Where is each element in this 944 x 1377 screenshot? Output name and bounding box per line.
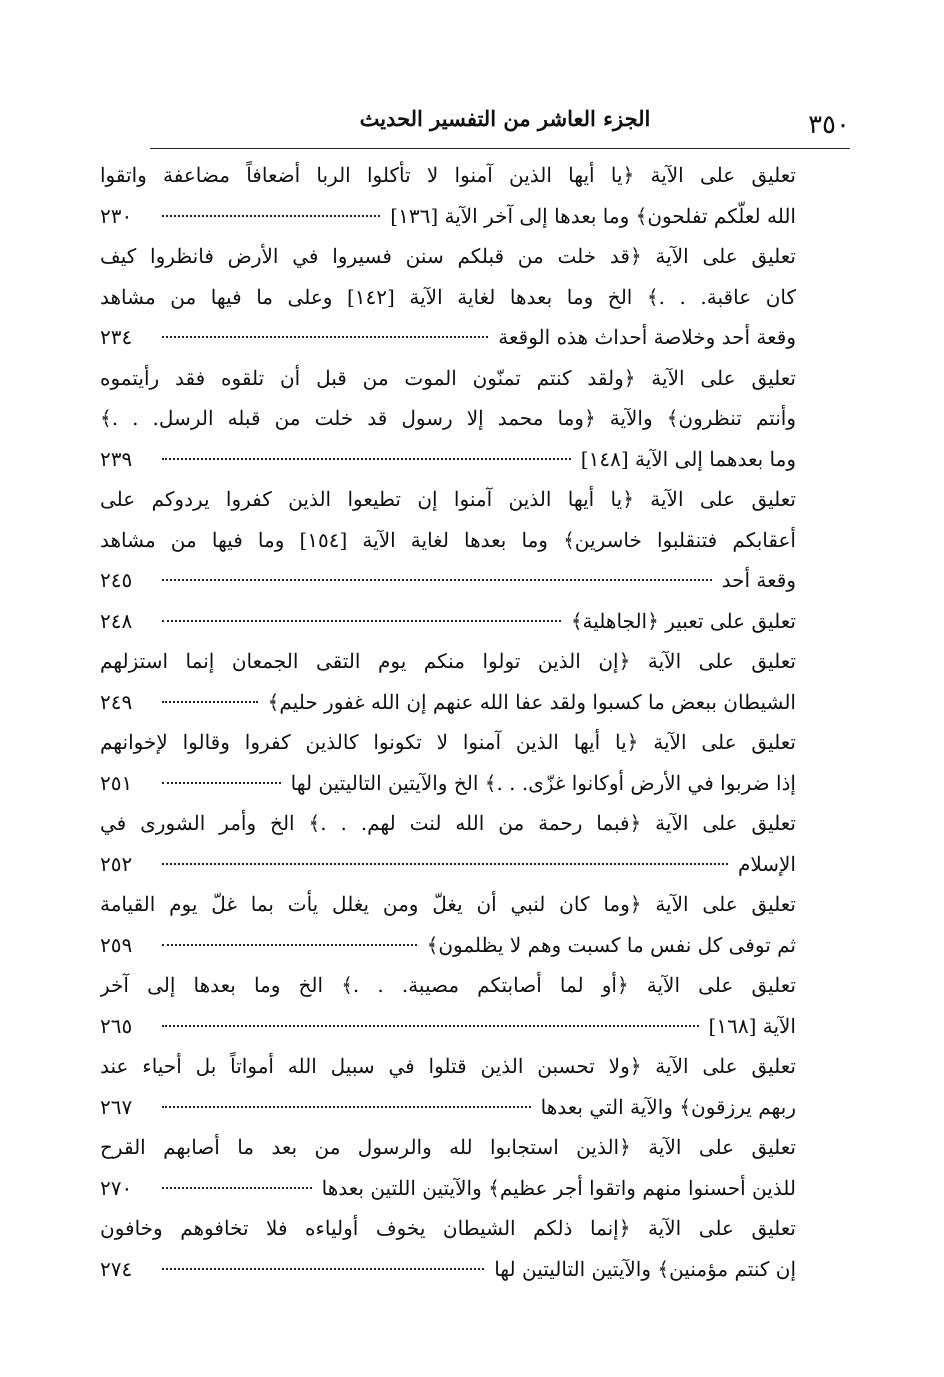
toc-entry-line bbox=[100, 1127, 796, 1168]
toc-entry-text: تعليق على الآية ﴿الذين استجابوا لله والرسول من بعد ما أصابهم القرح bbox=[100, 1135, 796, 1159]
toc-entry-text: تعليق على تعبير ﴿الجاهلية﴾ bbox=[570, 608, 796, 633]
toc-entry-text: وما بعدهما إلى الآية [١٤٨] bbox=[580, 446, 796, 471]
page-number: ٣٥٠ bbox=[808, 110, 850, 140]
toc-entry-line-final bbox=[100, 682, 796, 723]
toc-entry-line bbox=[100, 358, 796, 399]
toc-page-number: ٢٧٤ bbox=[100, 1256, 133, 1281]
toc-page-number: ٢٦٧ bbox=[100, 1094, 133, 1119]
toc-entry-line-final bbox=[100, 1168, 796, 1209]
toc-page-number: ٢٧٠ bbox=[100, 1175, 133, 1200]
toc-page-number: ٢٥١ bbox=[100, 770, 133, 795]
toc-entry-text: تعليق على الآية ﴿أو لما أصابتكم مصيبة. . .﴾ الخ وما بعدها إلى آخر bbox=[100, 973, 796, 997]
running-title: الجزء العاشر من التفسير الحديث bbox=[359, 106, 651, 131]
toc-entry-line bbox=[100, 641, 796, 682]
toc-entry-line bbox=[100, 520, 796, 561]
toc-entry-text: تعليق على الآية ﴿ولقد كنتم تمنّون الموت من قبل أن تلقوه فقد رأيتموه bbox=[100, 365, 796, 390]
toc-entry-text: تعليق على الآية ﴿يا أيها الذين آمنوا إن تطيعوا الذين كفروا يردوكم على bbox=[100, 487, 796, 511]
toc-entry-text: تعليق على الآية ﴿قد خلت من قبلكم سنن فسيروا في الأرض فانظروا كيف bbox=[100, 244, 796, 268]
toc-entry-text: تعليق على الآية ﴿إنما ذلكم الشيطان يخوف أولياءه فلا تخافوهم وخافون bbox=[100, 1216, 796, 1240]
toc-entry-line-final bbox=[100, 925, 796, 966]
dot-leader bbox=[162, 944, 417, 946]
toc-page-number: ٢٤٩ bbox=[100, 689, 133, 714]
toc-entry-text: إذا ضربوا في الأرض أوكانوا غزّى. . .﴾ الخ والآيتين التاليتين لها bbox=[290, 770, 796, 795]
toc-page-number: ٢٤٥ bbox=[100, 568, 133, 592]
toc-entry-line-final bbox=[100, 560, 796, 601]
toc-entry-line bbox=[100, 277, 796, 318]
toc-entry-line-final bbox=[100, 601, 796, 642]
toc-entry-line bbox=[100, 803, 796, 844]
toc-entry-line-final bbox=[100, 1087, 796, 1128]
dot-leader bbox=[162, 1187, 312, 1189]
toc-entry-text: الله لعلّكم تفلحون﴾ وما بعدها إلى آخر الآية [١٣٦] bbox=[390, 203, 796, 228]
toc-entry-line bbox=[100, 965, 796, 1006]
toc-page-number: ٢٣٩ bbox=[100, 446, 133, 471]
toc-entry-text: الإسلام bbox=[737, 851, 796, 876]
toc-page-number: ٢٤٨ bbox=[100, 608, 133, 633]
toc-entry-text: ربهم يرزقون﴾ والآية التي بعدها bbox=[540, 1094, 796, 1119]
toc-entry-text: كان عاقبة. . .﴾ الخ وما بعدها لغاية الآية [١٤٢] وعلى ما فيها من مشاهد bbox=[100, 284, 796, 309]
dot-leader bbox=[162, 1106, 531, 1108]
toc-entry-text: الشيطان ببعض ما كسبوا ولقد عفا الله عنهم إن الله غفور حليم﴾ bbox=[267, 689, 796, 714]
dot-leader bbox=[162, 336, 488, 338]
dot-leader bbox=[162, 458, 571, 460]
dot-leader bbox=[162, 579, 712, 581]
toc-entry-line-final bbox=[100, 196, 796, 237]
toc-entry-line-final bbox=[100, 844, 796, 885]
toc-page-number: ٢٦٥ bbox=[100, 1013, 133, 1038]
toc-page-number: ٢٣٤ bbox=[100, 325, 133, 349]
dot-leader bbox=[162, 215, 380, 217]
toc-entry-line-final bbox=[100, 317, 796, 358]
toc-entry-line bbox=[100, 479, 796, 520]
toc-entry-text: تعليق على الآية ﴿إن الذين تولوا منكم يوم التقى الجمعان إنما استزلهم bbox=[100, 649, 796, 673]
toc-entry-text: تعليق على الآية ﴿يا أيها الذين آمنوا لا تأكلوا الربا أضعافاً مضاعفة واتقوا bbox=[100, 163, 796, 187]
toc-entry-text: وأنتم تنظرون﴾ والآية ﴿وما محمد إلا رسول قد خلت من قبله الرسل. . .﴾ bbox=[100, 406, 796, 430]
dot-leader bbox=[162, 620, 561, 622]
toc-entry-line-final bbox=[100, 439, 796, 480]
toc-entry-text: أعقابكم فتنقلبوا خاسرين﴾ وما بعدها لغاية الآية [١٥٤] وما فيها من مشاهد bbox=[100, 527, 796, 552]
toc-entry-text: وقعة أحد bbox=[721, 568, 796, 592]
toc-entry-text: تعليق على الآية ﴿يا أيها الذين آمنوا لا تكونوا كالذين كفروا وقالوا لإخوانهم bbox=[100, 730, 796, 754]
toc-entry-text: إن كنتم مؤمنين﴾ والآيتين التاليتين لها bbox=[494, 1256, 796, 1281]
toc-entry-line bbox=[100, 1046, 796, 1087]
toc-entry-text: تعليق على الآية ﴿ولا تحسبن الذين قتلوا في سبيل الله أمواتاً بل أحياء عند bbox=[100, 1054, 796, 1078]
dot-leader bbox=[162, 701, 258, 703]
dot-leader bbox=[162, 1025, 699, 1027]
toc-entry-line-final bbox=[100, 1249, 796, 1290]
toc-entry-line bbox=[100, 155, 796, 196]
toc-entry-line bbox=[100, 884, 796, 925]
toc-entry-line bbox=[100, 236, 796, 277]
toc-entry-text: تعليق على الآية ﴿فبما رحمة من الله لنت لهم. . .﴾ الخ وأمر الشورى في bbox=[100, 811, 796, 835]
dot-leader bbox=[162, 782, 281, 784]
header-rule bbox=[150, 148, 850, 149]
toc-entry-line-final bbox=[100, 763, 796, 804]
page-header bbox=[150, 100, 850, 146]
toc-entry-line bbox=[100, 1208, 796, 1249]
toc-entry-text: الآية [١٦٨] bbox=[708, 1013, 796, 1038]
toc-entry-line bbox=[100, 398, 796, 439]
toc-entry-text: ثم توفى كل نفس ما كسبت وهم لا يظلمون﴾ bbox=[426, 932, 796, 957]
toc-page-number: ٢٥٢ bbox=[100, 851, 133, 876]
dot-leader bbox=[162, 1268, 484, 1270]
toc-entry-line bbox=[100, 722, 796, 763]
toc-page-number: ٢٥٩ bbox=[100, 932, 133, 957]
toc-entry-line-final bbox=[100, 1006, 796, 1047]
toc-entry-text: للذين أحسنوا منهم واتقوا أجر عظيم﴾ والآيتين اللتين بعدها bbox=[321, 1175, 796, 1200]
toc-page-number: ٢٣٠ bbox=[100, 203, 133, 228]
toc-entry-text: تعليق على الآية ﴿وما كان لنبي أن يغلّ ومن يغلل يأت بما غلّ يوم القيامة bbox=[100, 892, 796, 916]
dot-leader bbox=[162, 863, 728, 865]
table-of-contents bbox=[100, 155, 796, 1289]
toc-entry-text: وقعة أحد وخلاصة أحداث هذه الوقعة bbox=[498, 325, 796, 349]
